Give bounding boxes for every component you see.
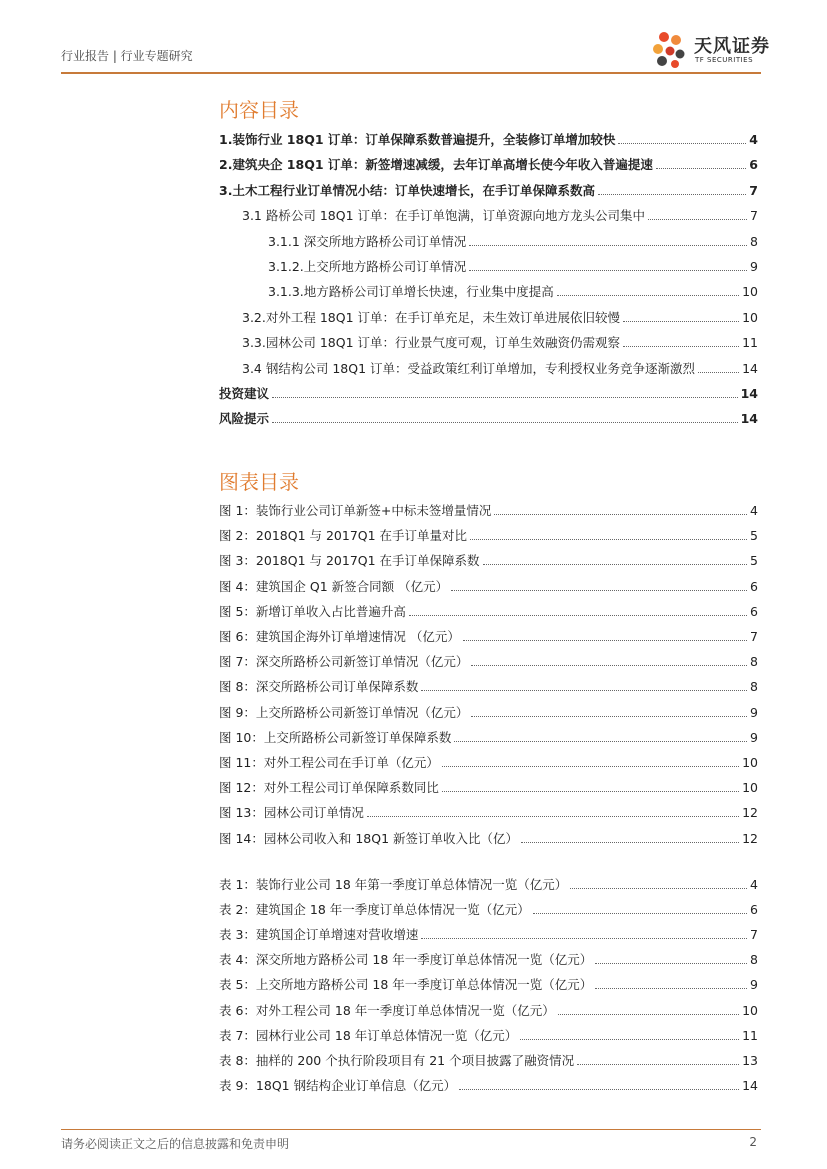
toc-entry-page: 5 [750, 528, 758, 544]
toc-entry-page: 10 [742, 284, 758, 300]
toc-entry[interactable] [219, 1047, 758, 1069]
toc-entry[interactable] [219, 126, 758, 148]
toc-entry-title: 3.1 路桥公司 18Q1 订单：在手订单饱满，订单资源向地方龙头公司集中 [242, 208, 645, 224]
toc-entry[interactable] [242, 202, 758, 224]
toc-entry-title: 图 2：2018Q1 与 2017Q1 在手订单量对比 [219, 528, 468, 544]
toc-entry-title: 图 10：上交所路桥公司新签订单保障系数 [219, 729, 452, 745]
toc-entry-title: 图 8：深交所路桥公司订单保障系数 [219, 679, 419, 695]
toc-entry-page: 8 [750, 952, 758, 968]
toc-entry-title: 3.4 钢结构公司 18Q1 订单：受益政策红利订单增加，专利授权业务竞争逐渐激烈 [242, 360, 695, 376]
dot-leader [454, 741, 747, 742]
dot-leader [520, 1039, 739, 1040]
toc-entry[interactable] [242, 355, 758, 377]
toc-entry[interactable] [219, 623, 758, 645]
toc-entry[interactable] [242, 304, 758, 326]
toc-entry-title: 图 14：园林公司收入和 18Q1 新签订单收入比（亿） [219, 830, 519, 846]
header-breadcrumb: 行业报告 | 行业专题研究 [61, 49, 193, 63]
dot-leader [558, 1014, 739, 1015]
logo-name-en: TF SECURITIES [695, 56, 754, 64]
toc-entry-page: 13 [742, 1052, 758, 1068]
toc-entry-page: 12 [742, 830, 758, 846]
toc-entry[interactable] [219, 497, 758, 519]
toc-entry-title: 3.3.园林公司 18Q1 订单：行业景气度可观，订单生效融资仍需观察 [242, 335, 620, 351]
dot-leader [618, 143, 746, 144]
dot-leader [698, 372, 739, 373]
toc-entry-page: 4 [750, 877, 758, 892]
toc-entry-title: 投资建议 [219, 386, 270, 401]
toc-entry-title: 2.建筑央企 18Q1 订单：新签增速减缓，去年订单高增长使今年收入普遍提速 [219, 157, 653, 173]
toc-entry[interactable] [219, 921, 758, 943]
dot-leader [409, 615, 747, 616]
toc-entry-title: 3.1.3.地方路桥公司订单增长快速，行业集中度提高 [268, 284, 554, 300]
footer-divider [61, 1129, 761, 1130]
dot-leader [442, 791, 739, 792]
toc-entry-title: 表 1：装饰行业公司 18 年第一季度订单总体情况一览（亿元） [219, 877, 568, 892]
dot-leader [442, 766, 739, 767]
toc-entry-title: 图 1：装饰行业公司订单新签+中标未签增量情况 [219, 503, 492, 518]
dot-leader [623, 346, 739, 347]
toc-entry-title: 1.装饰行业 18Q1 订单：订单保障系数普遍提升，全装修订单增加较快 [219, 132, 616, 147]
toc-entry-page: 10 [742, 755, 758, 770]
toc-entry-title: 图 11：对外工程公司在手订单（亿元） [219, 755, 439, 770]
toc-entry[interactable] [268, 278, 758, 300]
toc-entry-title: 表 9：18Q1 钢结构企业订单信息（亿元） [219, 1077, 457, 1093]
toc-entry-page: 8 [750, 679, 758, 695]
toc-entry[interactable] [219, 699, 758, 721]
dot-leader [463, 640, 747, 641]
toc-entry-page: 14 [740, 386, 758, 401]
dot-leader [494, 514, 747, 515]
dot-leader [470, 539, 747, 540]
dot-leader [598, 194, 746, 195]
toc-entry[interactable] [219, 799, 758, 821]
toc-entry-page: 5 [750, 553, 758, 569]
toc-entry-page: 8 [750, 654, 758, 670]
toc-entry-title: 图 5：新增订单收入占比普遍升高 [219, 603, 406, 619]
toc-entry[interactable] [242, 329, 758, 351]
toc-entry-title: 3.1.2.上交所地方路桥公司订单情况 [268, 259, 467, 274]
figures-title: 图表目录 [219, 470, 299, 494]
dot-leader [521, 842, 739, 843]
toc-entry-title: 图 7：深交所路桥公司新签订单情况（亿元） [219, 654, 469, 670]
toc-entry-page: 6 [750, 578, 758, 594]
toc-entry-title: 风险提示 [219, 411, 270, 427]
dot-leader [570, 888, 747, 889]
toc-entry-title: 3.1.1 深交所地方路桥公司订单情况 [268, 233, 467, 249]
toc-entry-page: 7 [750, 208, 758, 224]
toc-entry[interactable] [219, 971, 758, 993]
toc-entry[interactable] [219, 380, 758, 402]
brand-logo [650, 28, 770, 72]
toc-entry-title: 图 3：2018Q1 与 2017Q1 在手订单保障系数 [219, 553, 480, 569]
dot-leader [656, 168, 746, 169]
toc-entry-page: 11 [742, 1027, 758, 1043]
dot-leader [557, 295, 739, 296]
toc-entry-page: 6 [750, 603, 758, 619]
toc-entry-title: 表 3：建筑国企订单增速对营收增速 [219, 927, 419, 943]
toc-entry[interactable] [219, 825, 758, 847]
toc-entry-title: 表 4：深交所地方路桥公司 18 年一季度订单总体情况一览（亿元） [219, 952, 593, 968]
flower-logo-icon [650, 28, 690, 72]
dot-leader [367, 816, 739, 817]
toc-entry-title: 表 5：上交所地方路桥公司 18 年一季度订单总体情况一览（亿元） [219, 977, 593, 993]
toc-entry-title: 3.土木工程行业订单情况小结：订单快速增长，在手订单保障系数高 [219, 182, 595, 198]
contents-title: 内容目录 [219, 98, 299, 122]
toc-entry[interactable] [219, 177, 758, 199]
toc-entry[interactable] [268, 253, 758, 275]
dot-leader [459, 1089, 739, 1090]
page-number: 2 [749, 1135, 757, 1149]
dot-leader [272, 422, 738, 423]
toc-entry-page: 9 [750, 977, 758, 993]
toc-entry[interactable] [219, 997, 758, 1019]
toc-entry-page: 10 [742, 780, 758, 796]
dot-leader [451, 590, 747, 591]
toc-entry-title: 图 12：对外工程公司订单保障系数同比 [219, 780, 439, 796]
header-divider [61, 72, 761, 74]
toc-entry-title: 图 13：园林公司订单情况 [219, 805, 364, 821]
toc-entry-page: 9 [750, 729, 758, 745]
toc-entry-title: 表 8：抽样的 200 个执行阶段项目有 21 个项目披露了融资情况 [219, 1052, 575, 1068]
toc-entry[interactable] [219, 598, 758, 620]
toc-entry[interactable] [219, 724, 758, 746]
toc-entry-page: 14 [742, 1077, 758, 1093]
toc-entry[interactable] [219, 151, 758, 173]
dot-leader [272, 397, 738, 398]
dot-leader [577, 1064, 739, 1065]
toc-entry[interactable] [219, 946, 758, 968]
toc-entry[interactable] [268, 228, 758, 250]
toc-entry-page: 7 [750, 927, 758, 943]
toc-entry-title: 3.2.对外工程 18Q1 订单：在手订单充足，未生效订单进展依旧较慢 [242, 309, 620, 325]
toc-entry-title: 图 9：上交所路桥公司新签订单情况（亿元） [219, 704, 469, 720]
toc-entry[interactable] [219, 522, 758, 544]
toc-entry[interactable] [219, 673, 758, 695]
toc-entry[interactable] [219, 896, 758, 918]
dot-leader [533, 913, 747, 914]
toc-entry-page: 14 [740, 411, 758, 427]
toc-entry[interactable] [219, 573, 758, 595]
dot-leader [471, 665, 747, 666]
toc-entry[interactable] [219, 648, 758, 670]
dot-leader [421, 690, 747, 691]
toc-entry-title: 图 6：建筑国企海外订单增速情况 （亿元） [219, 629, 460, 644]
dot-leader [469, 245, 747, 246]
toc-entry-page: 4 [750, 503, 758, 518]
dot-leader [595, 963, 747, 964]
toc-entry-title: 表 2：建筑国企 18 年一季度订单总体情况一览（亿元） [219, 902, 530, 918]
toc-entry-page: 6 [749, 157, 758, 173]
dot-leader [421, 938, 747, 939]
toc-entry-page: 9 [750, 704, 758, 720]
dot-leader [471, 716, 747, 717]
toc-entry[interactable] [219, 547, 758, 569]
footer-disclaimer: 请务必阅读正文之后的信息披露和免责申明 [61, 1137, 290, 1151]
toc-entry-title: 表 6：对外工程公司 18 年一季度订单总体情况一览（亿元） [219, 1002, 555, 1018]
toc-entry[interactable] [219, 1022, 758, 1044]
dot-leader [469, 270, 747, 271]
toc-entry-title: 图 4：建筑国企 Q1 新签合同额 （亿元） [219, 578, 449, 594]
toc-entry-page: 11 [742, 335, 758, 351]
dot-leader [595, 988, 747, 989]
toc-entry-page: 6 [750, 902, 758, 918]
toc-entry-title: 表 7：园林行业公司 18 年订单总体情况一览（亿元） [219, 1027, 518, 1043]
dot-leader [483, 564, 747, 565]
toc-entry-page: 12 [742, 805, 758, 821]
toc-entry-page: 4 [749, 132, 758, 147]
toc-entry-page: 9 [750, 259, 758, 274]
dot-leader [623, 321, 739, 322]
toc-entry-page: 14 [742, 360, 758, 376]
toc-entry[interactable] [219, 871, 758, 893]
toc-entry[interactable] [219, 1072, 758, 1094]
dot-leader [648, 219, 747, 220]
toc-entry[interactable] [219, 749, 758, 771]
toc-entry[interactable] [219, 774, 758, 796]
toc-entry-page: 10 [742, 1002, 758, 1018]
toc-entry-page: 7 [749, 182, 758, 198]
toc-entry-page: 8 [750, 233, 758, 249]
logo-name-cn: 天风证券 [694, 36, 770, 57]
toc-entry[interactable] [219, 405, 758, 427]
toc-entry-page: 7 [750, 629, 758, 644]
toc-entry-page: 10 [742, 309, 758, 325]
